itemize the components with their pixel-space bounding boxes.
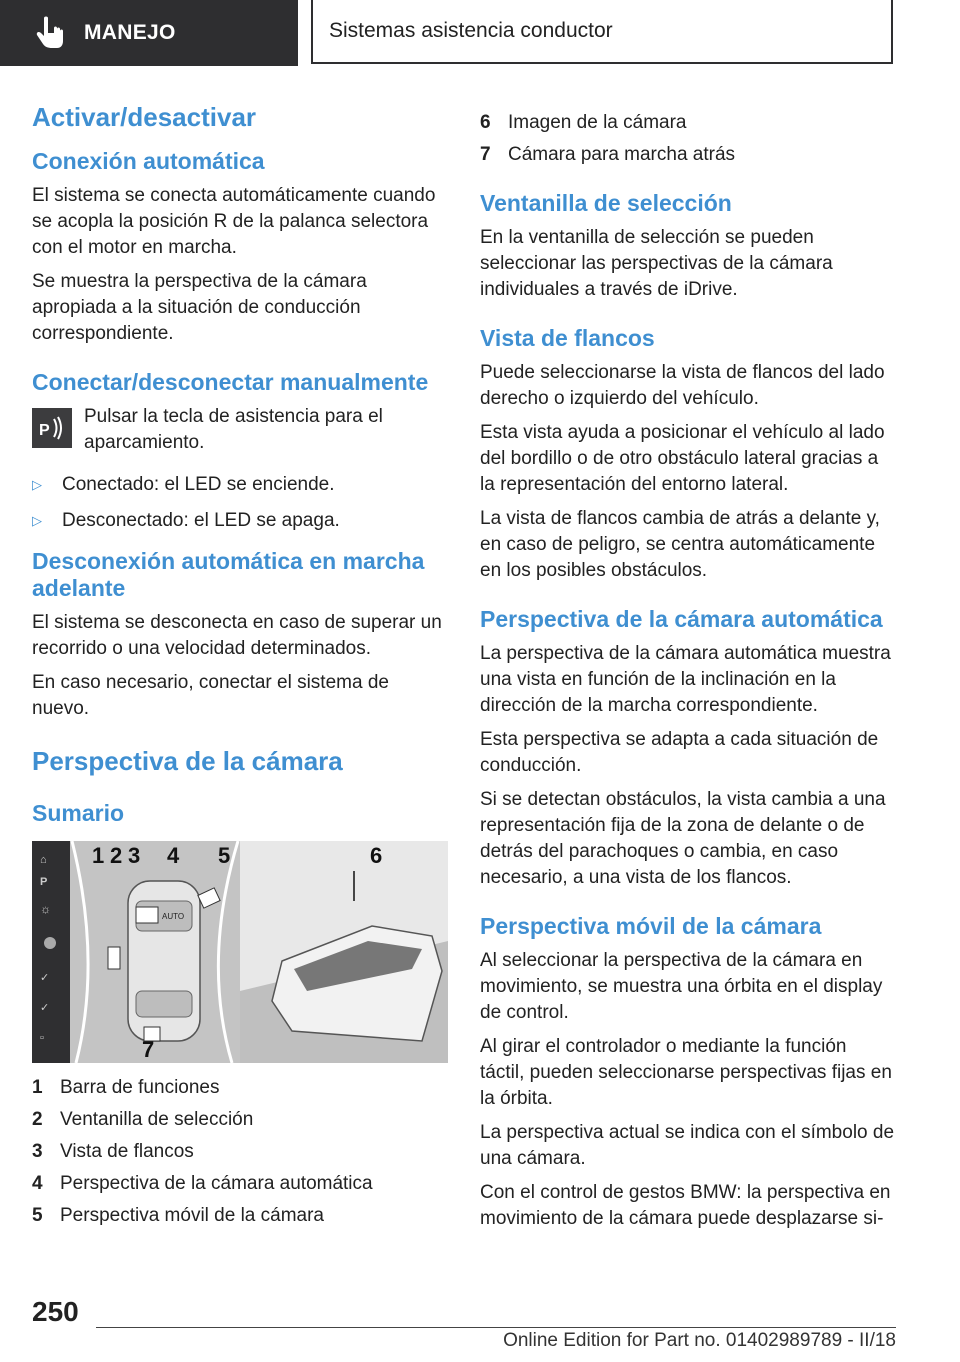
bullet-text: Conectado: el LED se enciende. bbox=[62, 474, 335, 495]
legend-item: 4 Perspectiva de la cámara automática bbox=[32, 1173, 373, 1194]
triangle-bullet-icon: ▷ bbox=[32, 477, 42, 492]
callout-5: 5 bbox=[218, 843, 231, 868]
right-column bbox=[480, 100, 896, 1232]
heading-sumario: Sumario bbox=[32, 800, 125, 826]
heading-desconexion: Desconexión automática en marcha adelante bbox=[32, 548, 425, 601]
callout-3: 3 bbox=[128, 843, 141, 868]
left-column bbox=[32, 100, 448, 1235]
legend-item: 5 Perspectiva móvil de la cámara bbox=[32, 1205, 324, 1226]
footer-divider bbox=[96, 1327, 896, 1328]
figure-legend-left bbox=[32, 1075, 448, 1229]
figure-legend-right bbox=[480, 110, 896, 168]
legend-item: 7 Cámara para marcha atrás bbox=[480, 144, 736, 165]
heading-conexion: Conexión automática bbox=[32, 148, 265, 174]
heading-perspectiva: Perspectiva de la cámara bbox=[32, 746, 343, 776]
legend-item: 6 Imagen de la cámara bbox=[480, 112, 687, 133]
page-header bbox=[0, 0, 960, 66]
section-title: MANEJO bbox=[84, 21, 176, 44]
svg-text:▫: ▫ bbox=[40, 1032, 44, 1044]
hand-icon bbox=[30, 13, 70, 53]
home-icon: ⌂ bbox=[40, 854, 47, 866]
svg-text:✓: ✓ bbox=[40, 1002, 50, 1014]
para-movil-1: Al seleccionar la perspectiva de la cámara en movimiento, se muestra una órbita en el display de control. bbox=[480, 950, 883, 1023]
legend-item: 2 Ventanilla de selección bbox=[32, 1109, 254, 1130]
svg-text:P: P bbox=[40, 876, 48, 888]
heading-activar: Activar/desactivar bbox=[32, 102, 257, 132]
heading-flancos: Vista de flancos bbox=[480, 325, 655, 351]
heading-auto: Perspectiva de la cámara automática bbox=[480, 606, 883, 632]
camera-display-figure bbox=[32, 841, 448, 1063]
section-tab bbox=[0, 0, 298, 66]
status-list bbox=[32, 472, 448, 534]
para-ventanilla: En la ventanilla de selección se pueden seleccionar las perspectivas de la cámara individuales a través de iDrive. bbox=[480, 227, 833, 300]
parking-assist-key-icon bbox=[32, 408, 72, 448]
para-flancos-3: La vista de flancos cambia de atrás a delante y, en caso de peligro, se centra automáticamente en los posibles obstáculos. bbox=[480, 508, 880, 581]
para-conexion-1: El sistema se conecta automáticamente cuando se acopla la posición R de la palanca selectora con el motor en marcha. bbox=[32, 185, 436, 258]
bullet-text: Desconectado: el LED se apaga. bbox=[62, 510, 340, 531]
triangle-bullet-icon: ▷ bbox=[32, 513, 42, 528]
list-item bbox=[32, 472, 448, 498]
legend-item: 1 Barra de funciones bbox=[32, 1077, 220, 1098]
parking-key-row bbox=[32, 404, 448, 456]
para-movil-2: Al girar el controlador o mediante la función táctil, pueden seleccionarse perspectivas fijas en la órbita. bbox=[480, 1036, 892, 1109]
function-bar bbox=[32, 841, 70, 1063]
legend-item: 3 Vista de flancos bbox=[32, 1141, 194, 1162]
contrast-icon bbox=[44, 937, 56, 949]
svg-text:✓: ✓ bbox=[40, 972, 50, 984]
chapter-tab bbox=[311, 0, 893, 64]
para-conexion-2: Se muestra la perspectiva de la cámara apropiada a la situación de conducción correspondiente. bbox=[32, 271, 367, 344]
callout-2: 2 bbox=[110, 843, 123, 868]
sun-icon: ☼ bbox=[40, 902, 51, 916]
page-number: 250 bbox=[32, 1296, 79, 1327]
para-auto-1: La perspectiva de la cámara automática muestra una vista en función de la inclinación en la dirección de la marcha correspondiente. bbox=[480, 643, 891, 716]
para-flancos-1: Puede seleccionarse la vista de flancos del lado derecho o izquierdo del vehículo. bbox=[480, 362, 885, 409]
heading-manual: Conectar/desconectar manualmente bbox=[32, 369, 429, 395]
para-auto-3: Si se detectan obstáculos, la vista cambia a una representación fija de la zona de delante o de detrás del parachoques o cambia, en caso necesario, a una vista de los flancos. bbox=[480, 789, 886, 888]
callout-1: 1 bbox=[92, 843, 105, 868]
para-auto-2: Esta perspectiva se adapta a cada situación de conducción. bbox=[480, 729, 879, 776]
para-tecla: Pulsar la tecla de asistencia para el aparcamiento. bbox=[84, 406, 383, 453]
edition-note: Online Edition for Part no. 01402989789 - II/18 bbox=[503, 1330, 896, 1351]
list-item bbox=[32, 508, 448, 534]
para-movil-4: Con el control de gestos BMW: la perspectiva en movimiento de la cámara puede desplazarse si- bbox=[480, 1182, 891, 1229]
para-desc-2: En caso necesario, conectar el sistema de nuevo. bbox=[32, 672, 389, 719]
heading-movil: Perspectiva móvil de la cámara bbox=[480, 913, 822, 939]
chapter-title: Sistemas asistencia conductor bbox=[329, 19, 613, 42]
para-desc-1: El sistema se desconecta en caso de superar un recorrido o una velocidad determinados. bbox=[32, 612, 442, 659]
auto-label: AUTO bbox=[162, 912, 185, 921]
callout-4: 4 bbox=[167, 843, 180, 868]
heading-ventanilla: Ventanilla de selección bbox=[480, 190, 732, 216]
para-movil-3: La perspectiva actual se indica con el símbolo de una cámara. bbox=[480, 1122, 895, 1169]
camera-display-illustration bbox=[32, 841, 448, 1063]
callout-6: 6 bbox=[370, 843, 383, 868]
svg-text:P: P bbox=[39, 422, 50, 439]
callout-7: 7 bbox=[142, 1037, 155, 1062]
para-flancos-2: Esta vista ayuda a posicionar el vehículo al lado del bordillo o de otro obstáculo lateral gracias a la representación del entorno lateral. bbox=[480, 422, 885, 495]
